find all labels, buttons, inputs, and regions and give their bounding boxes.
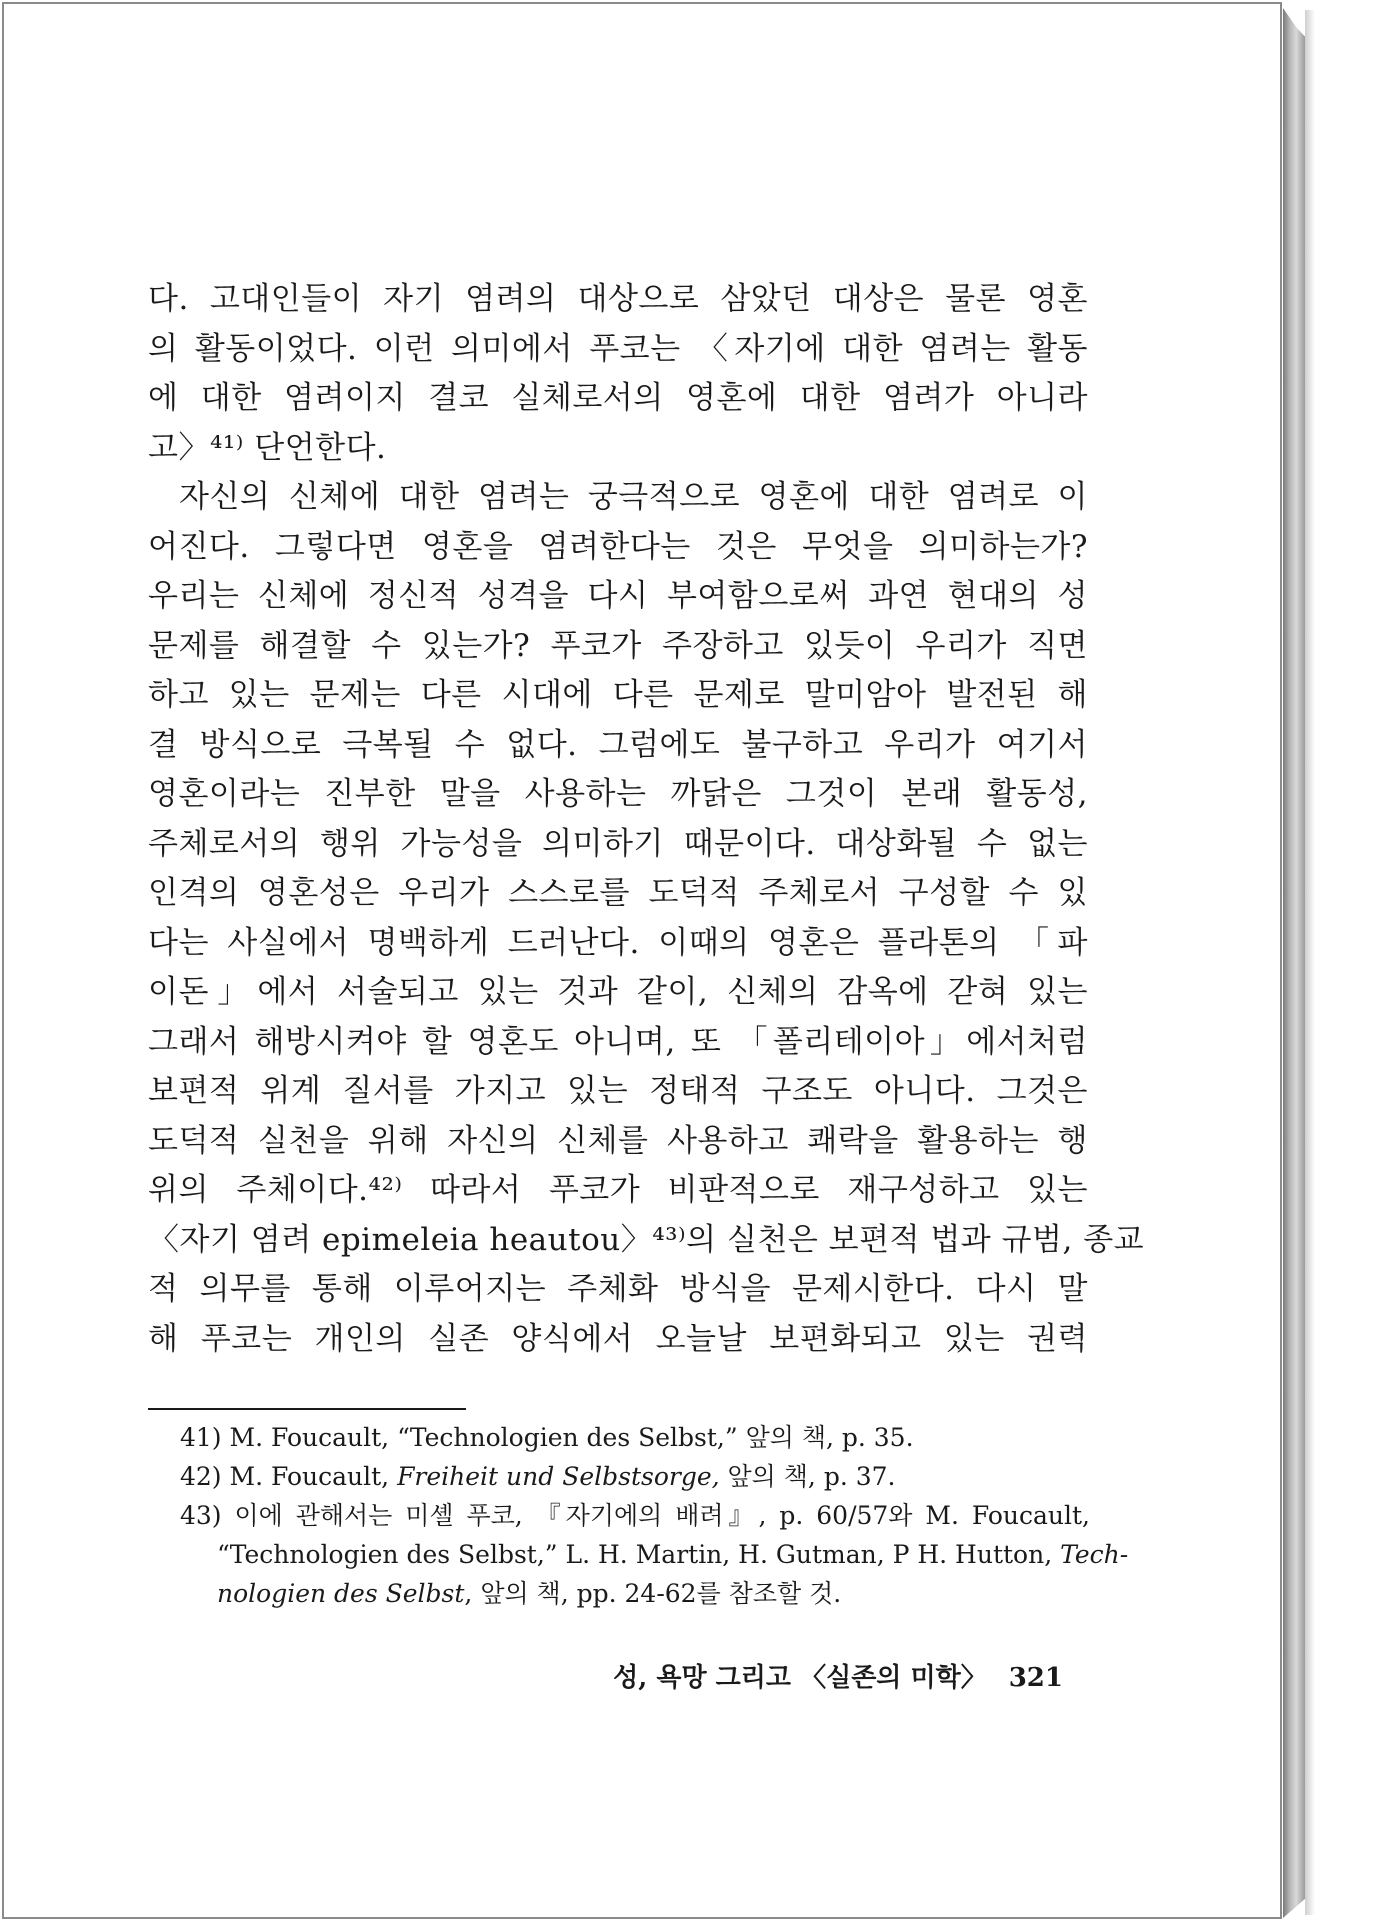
body-line: 우리는 신체에 정신적 성격을 다시 부여함으로써 과연 현대의 성 [148, 578, 1088, 614]
page-curl-edge [1283, 8, 1305, 1918]
body-line: 다. 고대인들이 자기 염려의 대상으로 삼았던 대상은 물론 영혼 [148, 281, 1088, 317]
footnote-42-prefix: 42) M. Foucault, [180, 1462, 398, 1491]
footnote-43-line2 [180, 1535, 1129, 1574]
body-line: 자신의 신체에 대한 염려는 궁극적으로 영혼에 대한 염려로 이 [179, 479, 1088, 515]
body-line: 도덕적 실천을 위해 자신의 신체를 사용하고 쾌락을 활용하는 행 [148, 1122, 1088, 1159]
body-line: 의 활동이었다. 이런 의미에서 푸코는 〈자기에 대한 염려는 활동 [148, 330, 1088, 367]
body-line: 문제를 해결할 수 있는가? 푸코가 주장하고 있듯이 우리가 직면 [148, 627, 1088, 664]
body-line: 영혼이라는 진부한 말을 사용하는 까닭은 그것이 본래 활동성, [148, 776, 1088, 812]
body-line: 고〉⁴¹⁾ 단언한다. [148, 429, 387, 466]
body-line: 주체로서의 행위 가능성을 의미하기 때문이다. 대상화될 수 없는 [148, 825, 1088, 862]
footnote-43-line2-text: “Technologien des Selbst,” L. H. Martin, H. Gutman, P H. Hutton, [217, 1540, 1061, 1569]
body-line: 결 방식으로 극복될 수 없다. 그럼에도 불구하고 우리가 여기서 [148, 726, 1088, 763]
body-line: 인격의 영혼성은 우리가 스스로를 도덕적 주체로서 구성할 수 있 [148, 875, 1088, 911]
footnote-42 [180, 1457, 1090, 1496]
footnote-42-suffix: 앞의 책, p. 37. [719, 1462, 896, 1491]
body-line: 어진다. 그렇다면 영혼을 염려한다는 것은 무엇을 의미하는가? [148, 528, 1088, 565]
footnote-41: 41) M. Foucault, “Technologien des Selbst,” 앞의 책, p. 35. [180, 1423, 914, 1452]
body-line: 다는 사실에서 명백하게 드러난다. 이때의 영혼은 플라톤의 「파 [148, 924, 1088, 961]
body-line: 적 의무를 통해 이루어지는 주체화 방식을 문제시한다. 다시 말 [148, 1271, 1088, 1307]
body-line: 하고 있는 문제는 다른 시대에 다른 문제로 말미암아 발전된 해 [148, 677, 1088, 713]
body-text [148, 275, 1145, 1364]
body-line: 보편적 위계 질서를 가지고 있는 정태적 구조도 아니다. 그것은 [148, 1073, 1088, 1109]
body-line: 이돈」에서 서술되고 있는 것과 같이, 신체의 감옥에 갇혀 있는 [148, 974, 1088, 1010]
body-line: 에 대한 염려이지 결코 실체로서의 영혼에 대한 염려가 아니라 [148, 380, 1088, 416]
footnote-42-title: Freiheit und Selbstsorge, [397, 1462, 720, 1491]
page-shadow [1305, 10, 1315, 1915]
footnote-divider [148, 1408, 466, 1410]
body-line: 위의 주체이다.⁴²⁾ 따라서 푸코가 비판적으로 재구성하고 있는 [148, 1172, 1088, 1208]
footnote-43-line3-title: nologien des Selbst [217, 1579, 465, 1608]
body-line: 해 푸코는 개인의 실존 양식에서 오늘날 보편화되고 있는 권력 [148, 1320, 1088, 1357]
footnotes [180, 1418, 1129, 1613]
footnote-43-line1: 43) 이에 관해서는 미셸 푸코, 『자기에의 배려』, p. 60/57와 M. Foucault, [180, 1501, 1090, 1530]
body-line: 그래서 해방시켜야 할 영혼도 아니며, 또 「폴리테이아」에서처럼 [148, 1023, 1088, 1060]
running-footer [608, 1657, 1063, 1694]
footnote-43-line3 [180, 1574, 1090, 1613]
running-title: 성, 욕망 그리고 〈실존의 미학〉 [613, 1663, 987, 1693]
footnote-43-line3-text: , 앞의 책, pp. 24-62를 참조할 것. [464, 1579, 842, 1608]
body-line: 〈자기 염려 epimeleia heautou〉⁴³⁾의 실천은 보편적 법과 규범, 종교 [148, 1221, 1145, 1258]
footnote-43-line2-title: Tech- [1060, 1540, 1129, 1569]
page-number: 321 [1008, 1663, 1063, 1693]
